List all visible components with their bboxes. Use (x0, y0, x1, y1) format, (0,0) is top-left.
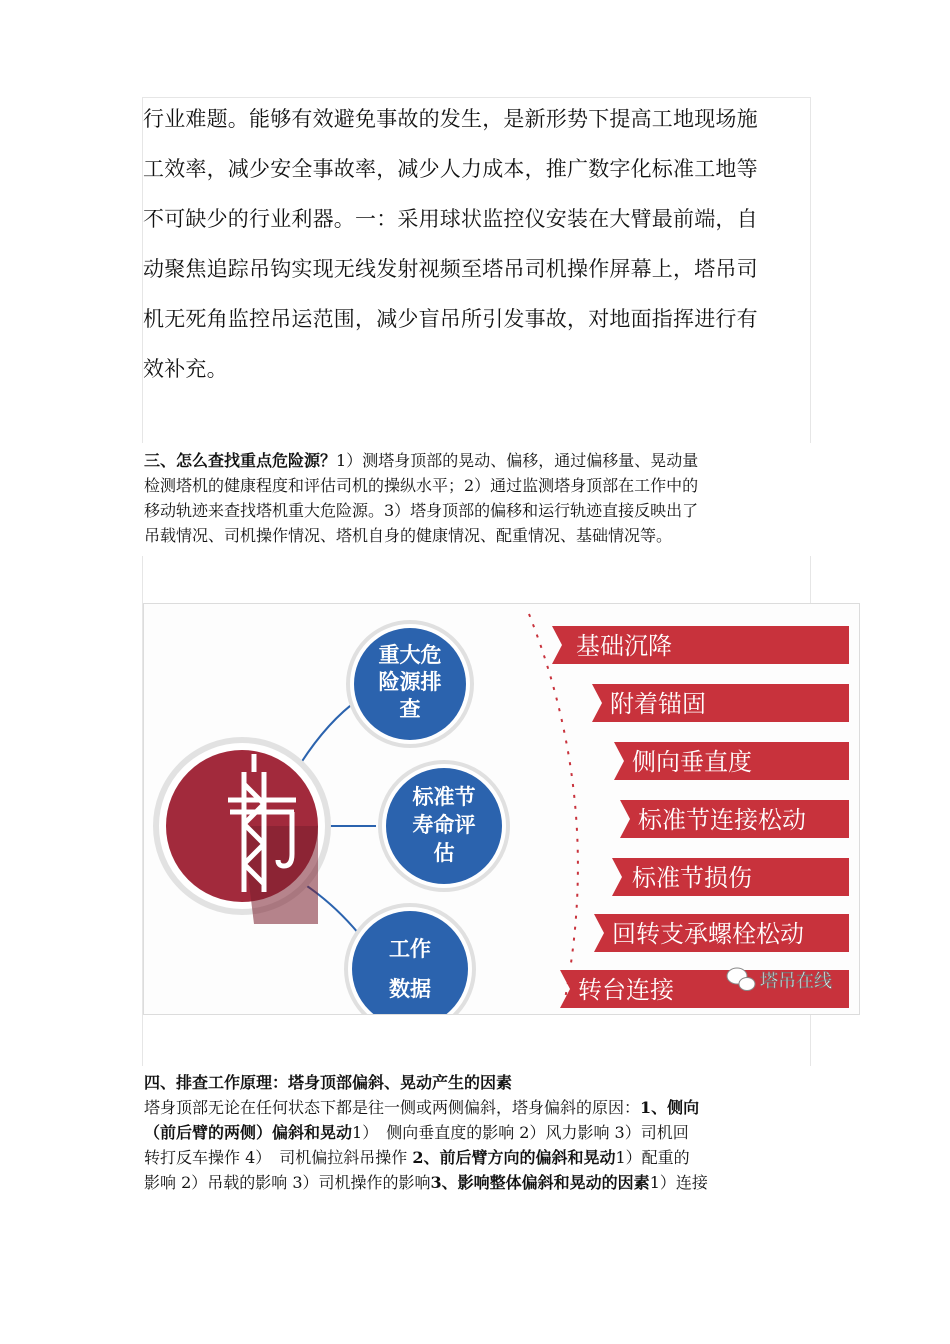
section-4-line (144, 1095, 812, 1120)
circle-label-line: 数据 (389, 977, 431, 1001)
hazard-diagram (143, 603, 860, 1015)
circle-label-line: 重大危 (378, 643, 442, 667)
banner-item (594, 914, 849, 952)
banner-label: 回转支承螺栓松动 (612, 920, 804, 948)
watermark-text: 塔吊在线 (760, 971, 832, 992)
banner-item (612, 858, 849, 896)
section-3-line: 吊载情况、司机操作情况、塔机自身的健康情况、配重情况、基础情况等。 (144, 526, 673, 545)
banner-item (620, 800, 849, 838)
circle-label-line: 估 (433, 841, 455, 865)
section-4-text: 1）配重的 (615, 1148, 690, 1167)
section-4-emphasis: 2、前后臂方向的偏斜和晃动 (412, 1148, 616, 1167)
section-3-text: 1）测塔身顶部的晃动、偏移，通过偏移量、晃动量 (336, 451, 699, 470)
banner-item (592, 684, 849, 722)
circle-work-data (346, 905, 474, 1014)
banner-item (552, 626, 849, 664)
intro-paragraph (143, 100, 783, 400)
banner-label: 附着锚固 (610, 690, 706, 718)
circle-label-line: 查 (399, 697, 421, 721)
section-4-heading: 四、排查工作原理：塔身顶部偏斜、晃动产生的因素 (144, 1073, 513, 1092)
section-3-line (144, 448, 812, 473)
section-3-line: 检测塔机的健康程度和评估司机的操纵水平；2）通过监测塔身顶部在工作中的 (144, 476, 699, 495)
section-4-text: 转打反车操作 4） 司机偏拉斜吊操作 (144, 1148, 413, 1167)
section-4-text: 塔身顶部无论在任何状态下都是往一侧或两侧偏斜，塔身偏斜的原因： (144, 1098, 641, 1117)
section-4-line (144, 1120, 812, 1145)
banner-label: 标准节损伤 (632, 864, 752, 892)
circle-label-line: 寿命评 (412, 813, 476, 837)
section-3-line: 移动轨迹来查找塔机重大危险源。3）塔身顶部的偏移和运行轨迹直接反映出了 (144, 501, 699, 520)
paragraph-line: 行业难题。能够有效避免事故的发生，是新形势下提高工地现场施 (143, 107, 758, 131)
banner-label: 标准节连接松动 (638, 806, 806, 834)
banner-label: 基础沉降 (576, 632, 672, 660)
paragraph-line: 工效率，减少安全事故率，减少人力成本，推广数字化标准工地等 (143, 157, 758, 181)
arc-line (529, 614, 578, 1004)
banner-label: 侧向垂直度 (632, 748, 752, 776)
section-4-text: 1）连接 (649, 1173, 708, 1192)
paragraph-line: 效补充。 (143, 357, 228, 381)
hazard-diagram-svg (144, 604, 859, 1014)
section-3-heading: 三、怎么查找重点危险源？ (144, 451, 337, 470)
section-4-line (144, 1145, 812, 1170)
section-3 (144, 448, 812, 548)
section-4-emphasis: 1、侧向 (640, 1098, 700, 1117)
section-4-line (144, 1170, 812, 1195)
watermark (727, 968, 832, 992)
banner-item (614, 742, 849, 780)
circle-label-line: 工作 (389, 937, 431, 961)
banner-label: 转台连接 (578, 976, 674, 1004)
section-4-text: 1） 侧向垂直度的影响 2）风力影响 3）司机回 (352, 1123, 689, 1142)
circle-label-line: 标准节 (412, 785, 476, 809)
paragraph-line: 动聚焦追踪吊钩实现无线发射视频至塔吊司机操作屏幕上，塔吊司 (143, 257, 758, 281)
circle-section-life (380, 762, 508, 890)
paragraph-line: 机无死角监控吊运范围，减少盲吊所引发事故，对地面指挥进行有 (143, 307, 758, 331)
section-4 (144, 1070, 812, 1195)
paragraph-line: 不可缺少的行业利器。一：采用球状监控仪安装在大臂最前端，自 (143, 207, 758, 231)
circle-hazard-check (348, 622, 472, 746)
circle-label-line: 险源排 (378, 670, 442, 694)
section-4-text: 影响 2）吊载的影响 3）司机操作的影响 (144, 1173, 431, 1192)
section-4-emphasis: 3、影响整体偏斜和晃动的因素 (430, 1173, 650, 1192)
section-4-emphasis: （前后臂的两侧）偏斜和晃动 (144, 1123, 353, 1142)
